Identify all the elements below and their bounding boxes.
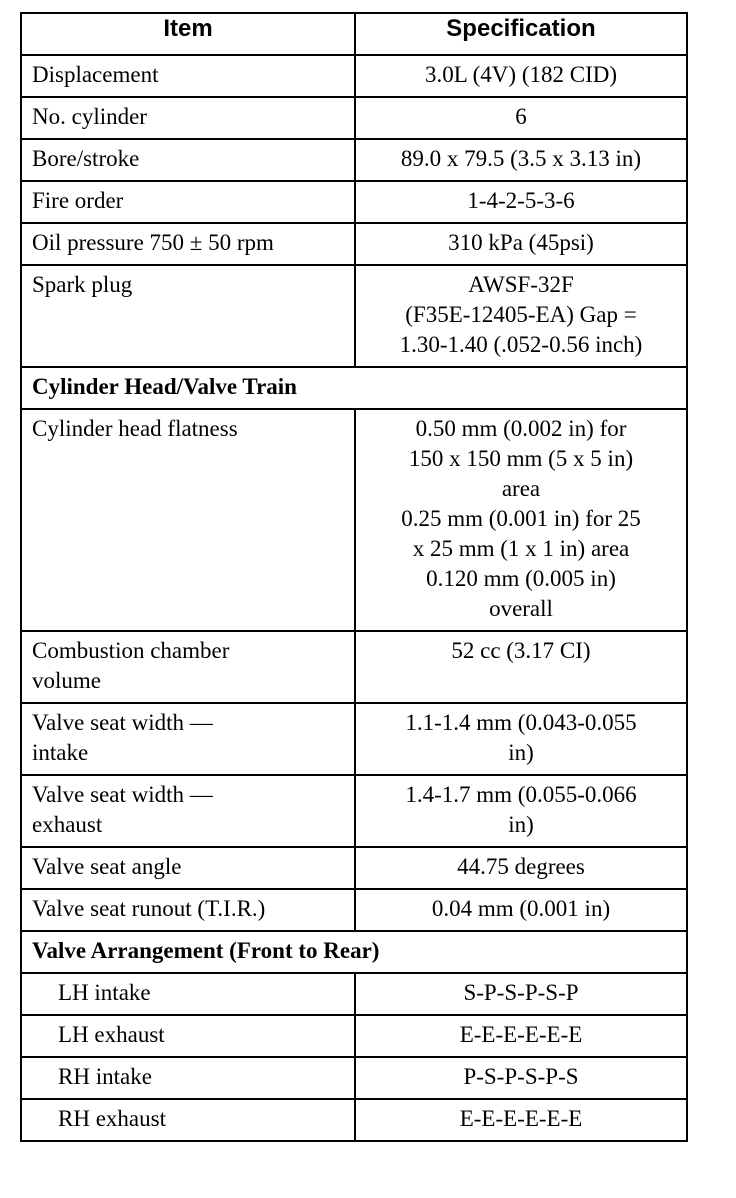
spec-line: overall xyxy=(489,596,553,621)
spec-line: in) xyxy=(508,812,534,837)
item-line: Valve seat width — xyxy=(32,710,213,735)
item-line: volume xyxy=(32,668,101,693)
section-title-cylinder-head: Cylinder Head/Valve Train xyxy=(21,367,687,409)
item-cell xyxy=(21,703,355,775)
item-line: Combustion chamber xyxy=(32,638,230,663)
table-row xyxy=(21,409,687,631)
item-line: exhaust xyxy=(32,812,103,837)
spec-line: (F35E-12405-EA) Gap = xyxy=(405,302,637,327)
table-row xyxy=(21,181,687,223)
table-row xyxy=(21,97,687,139)
spec-cell: 89.0 x 79.5 (3.5 x 3.13 in) xyxy=(355,139,687,181)
table-row xyxy=(21,775,687,847)
table-row xyxy=(21,889,687,931)
spec-line: area xyxy=(501,476,541,501)
spec-cell xyxy=(355,409,687,631)
spec-line: 150 x 150 mm (5 x 5 in) xyxy=(408,446,634,471)
table-row xyxy=(21,223,687,265)
table-row xyxy=(21,703,687,775)
spec-line: 0.25 mm (0.001 in) for 25 xyxy=(401,506,641,531)
section-header-row xyxy=(21,367,687,409)
table-header-row xyxy=(21,13,687,55)
spec-cell: S-P-S-P-S-P xyxy=(355,973,687,1015)
spec-line: 1.4-1.7 mm (0.055-0.066 xyxy=(405,782,637,807)
table-row xyxy=(21,139,687,181)
spec-cell: 6 xyxy=(355,97,687,139)
spec-cell: 0.04 mm (0.001 in) xyxy=(355,889,687,931)
spec-line: x 25 mm (1 x 1 in) area xyxy=(412,536,630,561)
spec-cell: E-E-E-E-E-E xyxy=(355,1015,687,1057)
item-cell: Spark plug xyxy=(21,265,355,367)
table-row xyxy=(21,1099,687,1141)
item-cell xyxy=(21,631,355,703)
column-header-specification: Specification xyxy=(355,13,687,55)
table-row xyxy=(21,1015,687,1057)
spec-cell xyxy=(355,775,687,847)
table-row xyxy=(21,55,687,97)
table-row xyxy=(21,847,687,889)
item-cell: RH exhaust xyxy=(21,1099,355,1141)
spec-cell xyxy=(355,703,687,775)
table-row xyxy=(21,1057,687,1099)
spec-cell xyxy=(355,265,687,367)
item-cell: LH exhaust xyxy=(21,1015,355,1057)
spec-line: 1.30-1.40 (.052-0.56 inch) xyxy=(399,332,643,357)
section-title-valve-arrangement: Valve Arrangement (Front to Rear) xyxy=(21,931,687,973)
section-header-row xyxy=(21,931,687,973)
item-cell: Bore/stroke xyxy=(21,139,355,181)
spec-cell: P-S-P-S-P-S xyxy=(355,1057,687,1099)
item-line: intake xyxy=(32,740,89,765)
spec-line: 0.120 mm (0.005 in) xyxy=(426,566,616,591)
spec-cell: 3.0L (4V) (182 CID) xyxy=(355,55,687,97)
item-cell: Fire order xyxy=(21,181,355,223)
spec-line: in) xyxy=(508,740,534,765)
spec-cell: 52 cc (3.17 CI) xyxy=(355,631,687,703)
item-cell: Valve seat runout (T.I.R.) xyxy=(21,889,355,931)
specification-table xyxy=(20,12,688,1142)
item-line: Valve seat width — xyxy=(32,782,213,807)
item-cell: Valve seat angle xyxy=(21,847,355,889)
spec-cell: 310 kPa (45psi) xyxy=(355,223,687,265)
item-cell: RH intake xyxy=(21,1057,355,1099)
spec-cell: 44.75 degrees xyxy=(355,847,687,889)
table-row xyxy=(21,631,687,703)
item-cell: No. cylinder xyxy=(21,97,355,139)
column-header-item: Item xyxy=(21,13,355,55)
item-cell: LH intake xyxy=(21,973,355,1015)
spec-line: 0.50 mm (0.002 in) for xyxy=(415,416,627,441)
item-cell: Cylinder head flatness xyxy=(21,409,355,631)
spec-line: AWSF-32F xyxy=(468,272,574,297)
spec-cell: 1-4-2-5-3-6 xyxy=(355,181,687,223)
table-row xyxy=(21,973,687,1015)
spec-line: 1.1-1.4 mm (0.043-0.055 xyxy=(405,710,637,735)
item-cell: Displacement xyxy=(21,55,355,97)
table-row xyxy=(21,265,687,367)
item-cell xyxy=(21,775,355,847)
item-cell: Oil pressure 750 ± 50 rpm xyxy=(21,223,355,265)
spec-cell: E-E-E-E-E-E xyxy=(355,1099,687,1141)
